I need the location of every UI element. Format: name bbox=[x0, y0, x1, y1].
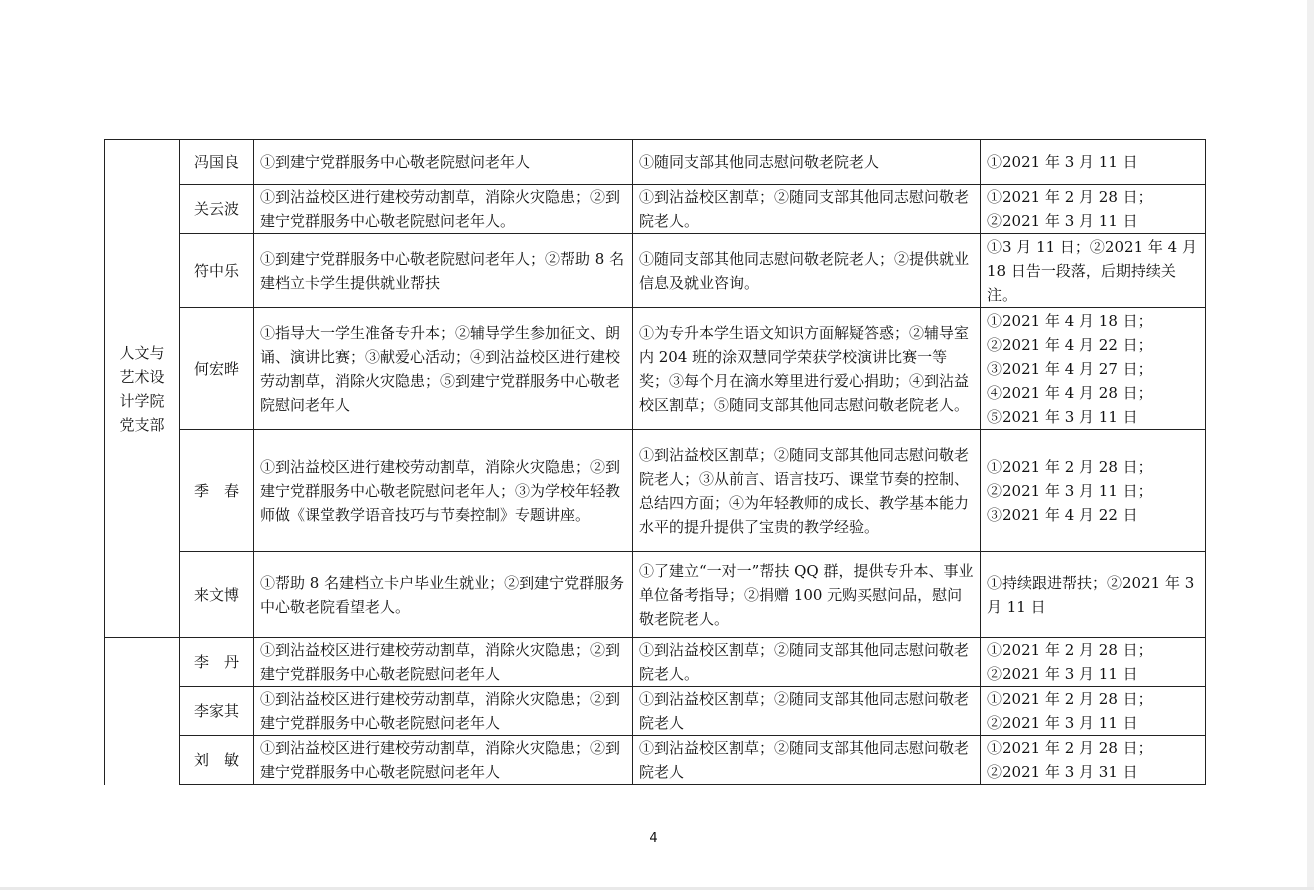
activity-date: ①2021 年 2 月 28 日；②2021 年 3 月 11 日；③2021 年 4 月 22 日 bbox=[981, 430, 1206, 552]
activity-date: ①2021 年 2 月 28 日；②2021 年 3 月 31 日 bbox=[981, 736, 1206, 785]
activity-table bbox=[104, 139, 1206, 785]
member-name: 符中乐 bbox=[180, 234, 254, 308]
activity-content: ①到沾益校区进行建校劳动割草，消除火灾隐患；②到建宁党群服务中心敬老院慰问老年人 bbox=[254, 638, 633, 687]
activity-content: ①到沾益校区进行建校劳动割草，消除火灾隐患；②到建宁党群服务中心敬老院慰问老年人；③为学校年轻教师做《课堂教学语音技巧与节奏控制》专题讲座。 bbox=[254, 430, 633, 552]
table-row bbox=[105, 430, 1206, 552]
table-row bbox=[105, 234, 1206, 308]
page-number: 4 bbox=[649, 831, 658, 846]
member-name: 冯国良 bbox=[180, 140, 254, 185]
activity-content: ①到沾益校区进行建校劳动割草，消除火灾隐患；②到建宁党群服务中心敬老院慰问老年人 bbox=[254, 687, 633, 736]
table-row bbox=[105, 638, 1206, 687]
activity-result: ①随同支部其他同志慰问敬老院老人；②提供就业信息及就业咨询。 bbox=[633, 234, 981, 308]
table-row bbox=[105, 308, 1206, 430]
activity-date: ①2021 年 4 月 18 日；②2021 年 4 月 22 日；③2021 年 4 月 27 日；④2021 年 4 月 28 日；⑤2021 年 3 月 11 日 bbox=[981, 308, 1206, 430]
department-cell bbox=[105, 140, 180, 638]
table-row bbox=[105, 736, 1206, 785]
activity-result: ①到沾益校区割草；②随同支部其他同志慰问敬老院老人；③从前言、语言技巧、课堂节奏的控制、总结四方面；④为年轻教师的成长、教学基本能力水平的提升提供了宝贵的教学经验。 bbox=[633, 430, 981, 552]
department-cell bbox=[105, 638, 180, 785]
table-row bbox=[105, 552, 1206, 638]
activity-content: ①到建宁党群服务中心敬老院慰问老年人 bbox=[254, 140, 633, 185]
activity-content: ①帮助 8 名建档立卡户毕业生就业；②到建宁党群服务中心敬老院看望老人。 bbox=[254, 552, 633, 638]
member-name: 李家其 bbox=[180, 687, 254, 736]
member-name: 季 春 bbox=[180, 430, 254, 552]
activity-result: ①了建立“一对一”帮扶 QQ 群，提供专升本、事业单位备考指导；②捐赠 100 元购买慰问品，慰问敬老院老人。 bbox=[633, 552, 981, 638]
table-row bbox=[105, 185, 1206, 234]
activity-date: ①3 月 11 日；②2021 年 4 月 18 日告一段落，后期持续关注。 bbox=[981, 234, 1206, 308]
activity-date: ①2021 年 2 月 28 日；②2021 年 3 月 11 日 bbox=[981, 638, 1206, 687]
member-name: 刘 敏 bbox=[180, 736, 254, 785]
table-row bbox=[105, 140, 1206, 185]
activity-content: ①到沾益校区进行建校劳动割草，消除火灾隐患；②到建宁党群服务中心敬老院慰问老年人 bbox=[254, 736, 633, 785]
activity-content: ①指导大一学生准备专升本；②辅导学生参加征文、朗诵、演讲比赛；③献爱心活动；④到沾益校区进行建校劳动割草，消除火灾隐患；⑤到建宁党群服务中心敬老院慰问老年人 bbox=[254, 308, 633, 430]
activity-result: ①到沾益校区割草；②随同支部其他同志慰问敬老院老人。 bbox=[633, 638, 981, 687]
activity-result: ①随同支部其他同志慰问敬老院老人 bbox=[633, 140, 981, 185]
activity-result: ①为专升本学生语文知识方面解疑答惑；②辅导室内 204 班的涂双慧同学荣获学校演讲比赛一等奖；③每个月在滴水筹里进行爱心捐助；④到沾益校区割草；⑤随同支部其他同志慰问敬老院老人。 bbox=[633, 308, 981, 430]
activity-date: ①2021 年 2 月 28 日；②2021 年 3 月 11 日 bbox=[981, 687, 1206, 736]
activity-date: ①2021 年 3 月 11 日 bbox=[981, 140, 1206, 185]
department-name: 人文与艺术设计学院党支部 bbox=[119, 343, 165, 434]
activity-date: ①2021 年 2 月 28 日；②2021 年 3 月 11 日 bbox=[981, 185, 1206, 234]
member-name: 李 丹 bbox=[180, 638, 254, 687]
page-edge bbox=[1307, 0, 1314, 890]
member-name: 关云波 bbox=[180, 185, 254, 234]
member-name: 何宏晔 bbox=[180, 308, 254, 430]
activity-date: ①持续跟进帮扶；②2021 年 3 月 11 日 bbox=[981, 552, 1206, 638]
activity-result: ①到沾益校区割草；②随同支部其他同志慰问敬老院老人 bbox=[633, 687, 981, 736]
activity-content: ①到沾益校区进行建校劳动割草，消除火灾隐患；②到建宁党群服务中心敬老院慰问老年人。 bbox=[254, 185, 633, 234]
table-row bbox=[105, 687, 1206, 736]
member-name: 来文博 bbox=[180, 552, 254, 638]
activity-result: ①到沾益校区割草；②随同支部其他同志慰问敬老院老人 bbox=[633, 736, 981, 785]
activity-result: ①到沾益校区割草；②随同支部其他同志慰问敬老院老人。 bbox=[633, 185, 981, 234]
activity-content: ①到建宁党群服务中心敬老院慰问老年人；②帮助 8 名建档立卡学生提供就业帮扶 bbox=[254, 234, 633, 308]
